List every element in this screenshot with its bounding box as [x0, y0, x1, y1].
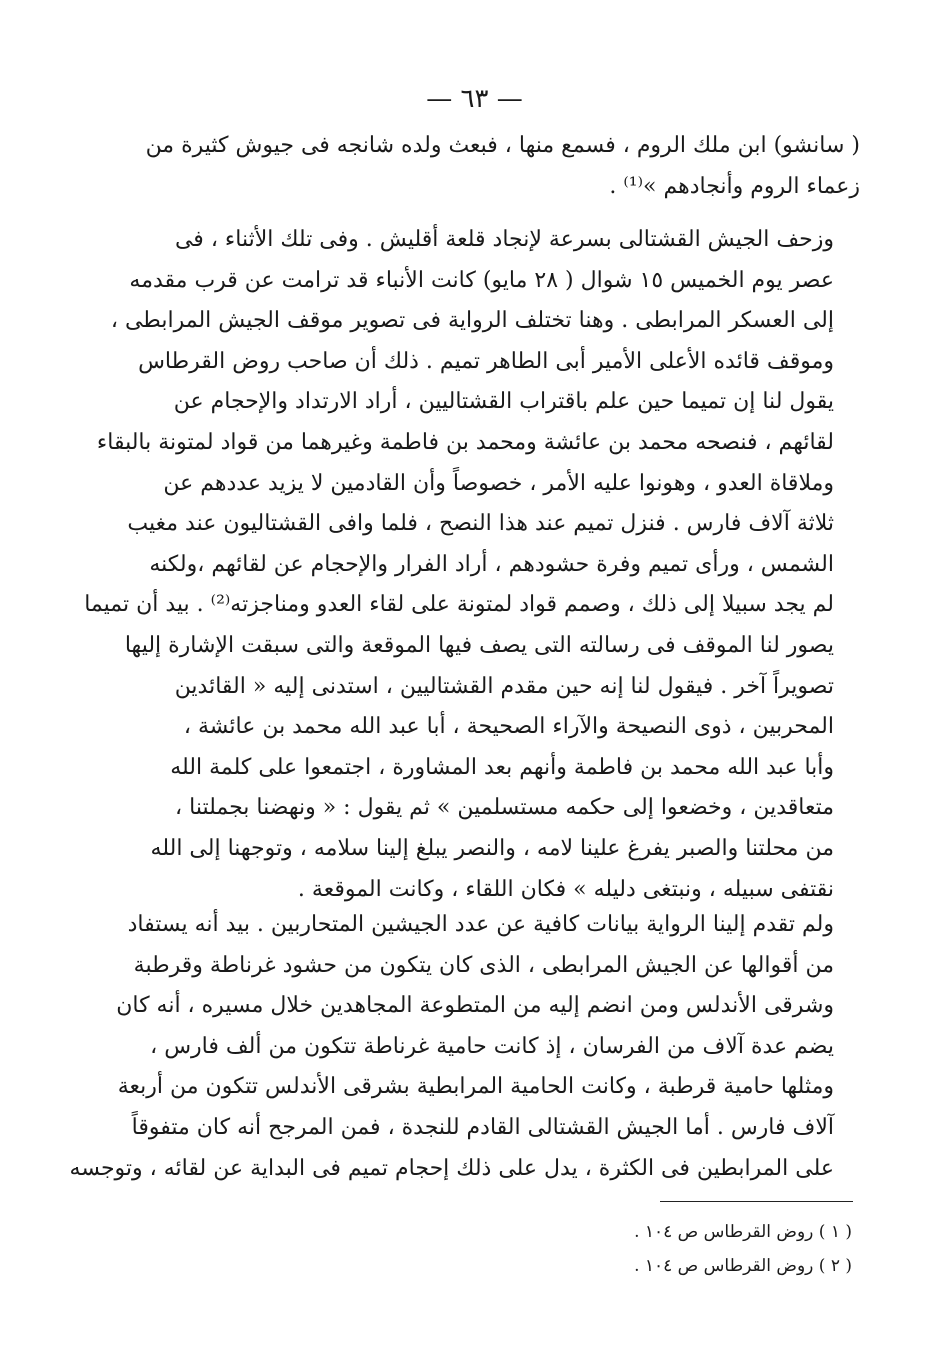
- text-line: من أقوالها عن الجيش المرابطى ، الذى كان يتكون من حشود غرناطة وقرطبة: [133, 952, 834, 978]
- text-line: وموقف قائده الأعلى الأمير أبى الطاهر تميم . ذلك أن صاحب روض القرطاس: [138, 348, 834, 374]
- text-line: لقائهم ، فنصحه محمد بن عائشة ومحمد بن فاطمة وغيرهما من قواد لمتونة بالبقاء: [96, 429, 834, 455]
- text-line: من محلتنا والصبر يفرغ علينا لامه ، والنصر يبلغ إلينا سلامه ، وتوجهنا إلى الله: [150, 835, 834, 861]
- footnote-2: ( ٢ ) روض القرطاس ص ١٠٤ .: [634, 1256, 852, 1276]
- text-line: على المرابطين فى الكثرة ، يدل على ذلك إحجام تميم فى البداية عن لقائه ، وتوجسه: [69, 1155, 834, 1181]
- paragraph-2: [84, 220, 860, 910]
- text-line: متعاقدين ، وخضعوا إلى حكمه مستسلمين » ثم يقول : « ونهضنا بجملتنا ،: [175, 795, 834, 821]
- text-line: يصور لنا الموقف فى رسالته التى يصف فيها الموقعة والتى سبقت الإشارة إليها: [124, 632, 834, 658]
- text-line: ثلاثة آلاف فارس . فنزل تميم عند هذا النصح ، فلما وافى القشتاليون عند مغيب: [127, 511, 834, 537]
- text-line: ( سانشو) ابن ملك الروم ، فسمع منها ، فبعث ولده شانجه فى جيوش كثيرة من: [145, 133, 860, 158]
- text-line: نقتفى سبيله ، ونبتغى دليله » فكان اللقاء ، وكانت الموقعة .: [297, 876, 834, 902]
- footnote-divider: [660, 1201, 853, 1202]
- text-line: الشمس ، ورأى تميم وفرة حشودهم ، أراد الفرار والإحجام عن لقائهم ،ولكنه: [149, 551, 834, 577]
- page-number: — ٦٣ —: [426, 84, 523, 114]
- text-line: المحربين ، ذوى النصيحة والآراء الصحيحة ، أبا عبد الله محمد بن عائشة ،: [183, 714, 834, 740]
- footnotes: [440, 1215, 852, 1283]
- text-line: وأبا عبد الله محمد بن فاطمة وأنهم بعد المشاورة ، اجتمعوا على كلمة الله: [170, 754, 834, 780]
- text-line: إلى العسكر المرابطى . وهنا تختلف الرواية فى تصوير موقف الجيش المرابطى ،: [110, 308, 834, 334]
- text-line: وشرقى الأندلس ومن انضم إليه من المتطوعة المجاهدين خلال مسيره ، أنه كان: [116, 993, 834, 1019]
- footnote-1: ( ١ ) روض القرطاس ص ١٠٤ .: [634, 1222, 852, 1242]
- text-line: زعماء الروم وأنجادهم »⁽¹⁾ .: [609, 173, 860, 199]
- text-line: لم يجد سبيلا إلى ذلك ، وصمم قواد لمتونة على لقاء العدو ومناجزته⁽²⁾ . بيد أن تميما: [84, 592, 834, 618]
- paragraph-1: [145, 126, 860, 207]
- text-line: عصر يوم الخميس ١٥ شوال ( ٢٨ مايو) كانت الأنباء قد ترامت عن قرب مقدمه: [129, 267, 834, 293]
- text-line: وملاقاة العدو ، وهونوا عليه الأمر ، خصوصاً وأن القادمين لا يزيد عددهم عن: [163, 470, 834, 496]
- text-line: ومثلها حامية قرطبة ، وكانت الحامية المرابطية بشرقى الأندلس تتكون من أربعة: [117, 1074, 834, 1100]
- text-line: وزحف الجيش القشتالى بسرعة لإنجاد قلعة أقليش . وفى تلك الأثناء ، فى: [174, 227, 834, 252]
- text-line: يقول لنا إن تميما حين علم باقتراب القشتاليين ، أراد الارتداد والإحجام عن: [173, 389, 834, 415]
- text-line: تصويراً آخر . فيقول لنا إنه حين مقدم القشتاليين ، استدنى إليه « القائدين: [174, 673, 834, 699]
- text-line: ولم تقدم إلينا الرواية بيانات كافية عن عدد الجيشين المتحاربين . بيد أنه يستفاد: [127, 912, 834, 937]
- text-line: آلاف فارس . أما الجيش القشتالى القادم للنجدة ، فمن المرجح أنه كان متفوقاً: [131, 1114, 834, 1140]
- paragraph-3: [69, 905, 860, 1189]
- text-line: يضم عدة آلاف من الفرسان ، إذ كانت حامية غرناطة تتكون من ألف فارس ،: [150, 1033, 834, 1059]
